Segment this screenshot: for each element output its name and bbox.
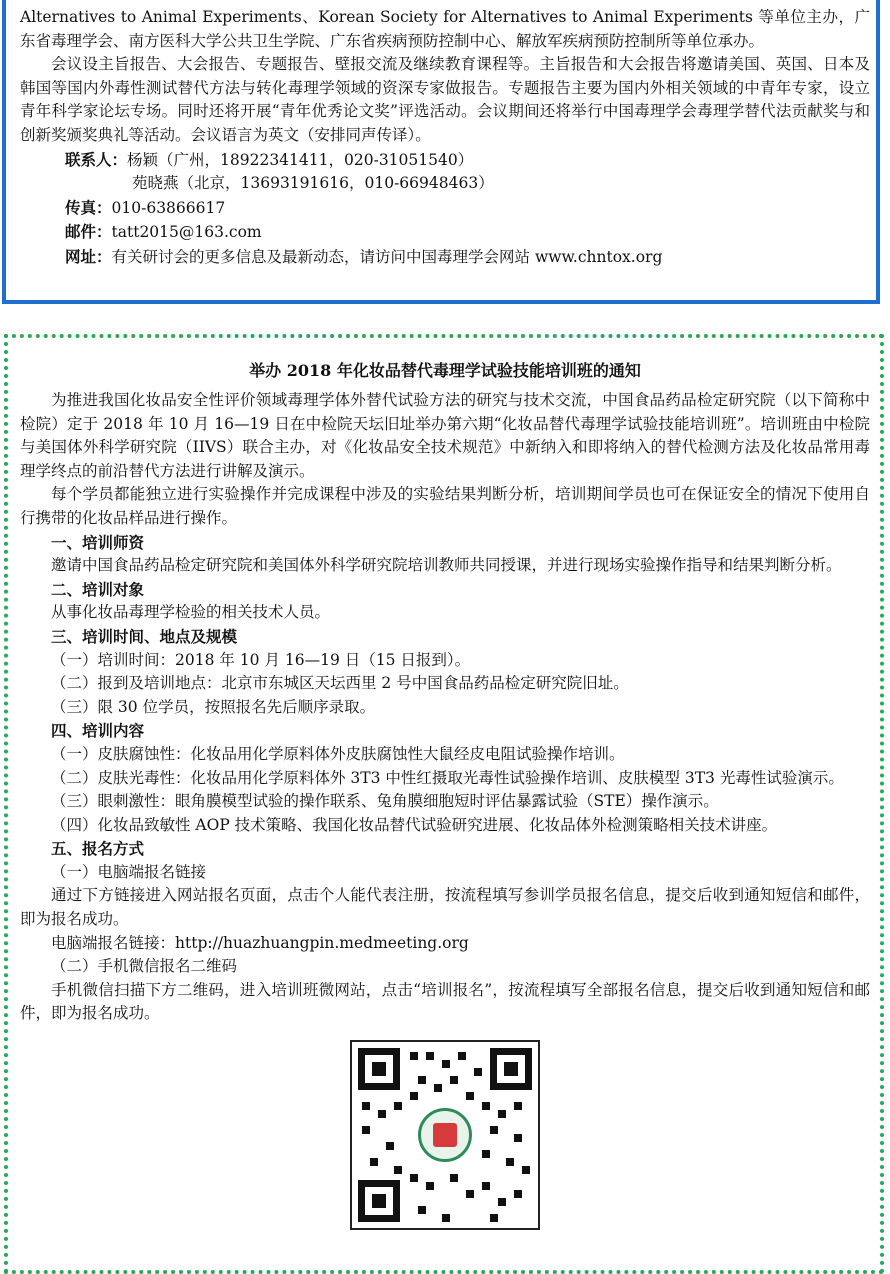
instructors-paragraph: 邀请中国食品药品检定研究院和美国体外科学研究院培训教师共同授课，并进行现场实验操作指导和结果判断分析。 (51, 556, 842, 575)
qr-module (458, 1052, 466, 1060)
qr-module (418, 1076, 426, 1084)
qr-module (394, 1166, 402, 1174)
content-item-1: （一）皮肤腐蚀性：化妆品用化学原料体外皮肤腐蚀性大鼠经皮电阻试验操作培训。 (51, 744, 625, 763)
heading-content: 四、培训内容 (51, 721, 145, 741)
quota-line: （三）限 30 位学员，按照报名先后顺序录取。 (51, 697, 376, 716)
agenda-paragraph: 会议设主旨报告、大会报告、专题报告、壁报交流及继续教育课程等。主旨报告和大会报告将邀请美国、英国、日本及韩国等国内外毒性测试替代方法与转化毒理学领域的资深专家做报告。专题报告主要为国内外相关领域的中青年专家，设立青年科学家论坛专场。同时还将开展“青年优秀论文奖”评选活动。会议期间还将举行中国毒理学会毒理学替代法贡献奖与和创新奖颁奖典礼等活动。会议语言为英文（安排同声传译）。 (20, 55, 870, 144)
qr-module (514, 1102, 522, 1110)
qr-module (370, 1158, 378, 1166)
intro-paragraph-1: 为推进我国化妆品安全性评价领域毒理学体外替代试验方法的研究与技术交流，中国食品药品检定研究院（以下简称中检院）定于 2018 年 10 月 16—19 日在中检院天坛旧址举办第六期“化妆品替代毒理学试验技能培训班”。培训班由中检院与美国体外科学研究院（IIVS）联合主办，对《化妆品安全技术规范》中新纳入和即将纳入的替代检测方法及化妆品常用毒理学终点的前沿替代方法进行讲解及演示。 (20, 391, 870, 480)
qr-module (514, 1134, 522, 1142)
qr-module (418, 1206, 426, 1214)
qr-center-logo (418, 1108, 472, 1162)
qr-module (362, 1102, 370, 1110)
content-item-4: （四）化妆品致敏性 AOP 技术策略、我国化妆品替代试验研究进展、化妆品体外检测策略相关技术讲座。 (51, 815, 778, 834)
qr-module (522, 1166, 530, 1174)
qr-module (474, 1068, 482, 1076)
conference-info-box (2, 0, 880, 304)
notice-title: 举办 2018 年化妆品替代毒理学试验技能培训班的通知 (249, 361, 641, 380)
training-notice-box (4, 334, 884, 1274)
qr-module (466, 1092, 474, 1100)
registration-mobile-heading: （二）手机微信报名二维码 (51, 957, 238, 976)
qr-module (426, 1052, 434, 1060)
email-label: 邮件： (65, 222, 112, 242)
website-text[interactable]: 有关研讨会的更多信息及最新动态，请访问中国毒理学会网站 www.chntox.org (111, 247, 663, 266)
qr-module (426, 1182, 434, 1190)
qr-module (434, 1084, 442, 1092)
website-line (20, 245, 870, 270)
registration-pc-heading: （一）电脑端报名链接 (51, 862, 207, 881)
time-line: （一）培训时间：2018 年 10 月 16—19 日（15 日报到）。 (51, 650, 471, 669)
qr-module (394, 1102, 402, 1110)
qr-finder-bottom-left (358, 1180, 400, 1222)
website-label: 网址： (65, 246, 112, 266)
conference-info-content (20, 6, 870, 270)
qr-module (482, 1150, 490, 1158)
heading-time-place: 三、培训时间、地点及规模 (51, 626, 238, 646)
qr-code-image[interactable] (350, 1040, 540, 1230)
qr-module (450, 1174, 458, 1182)
contact-line-1 (20, 148, 870, 173)
content-item-2: （二）皮肤光毒性：化妆品用化学原料体外 3T3 中性红摄取光毒性试验操作培训、皮肤模型 3T3 光毒性试验演示。 (51, 768, 844, 787)
qr-module (498, 1198, 506, 1206)
qr-module (410, 1052, 418, 1060)
email-line (20, 220, 870, 245)
qr-finder-top-left (358, 1048, 400, 1090)
fax-line (20, 196, 870, 221)
heading-registration: 五、报名方式 (51, 839, 145, 859)
qr-module (442, 1214, 450, 1222)
qr-module (442, 1060, 450, 1068)
registration-link-line[interactable]: 电脑端报名链接：http://huazhuangpin.medmeeting.org (51, 933, 469, 952)
qr-module (506, 1158, 514, 1166)
heading-instructors: 一、培训师资 (51, 532, 145, 552)
contact-2: 苑晓燕（北京，13693191616，010-66948463） (132, 174, 494, 193)
heading-audience: 二、培训对象 (51, 579, 145, 599)
qr-module (482, 1182, 490, 1190)
contact-line-2 (20, 172, 870, 196)
qr-module (378, 1110, 386, 1118)
intro-paragraph-2: 每个学员都能独立进行实验操作并完成课程中涉及的实验结果判断分析，培训期间学员也可在保证安全的情况下使用自行携带的化妆品样品进行操作。 (20, 485, 870, 527)
place-line: （二）报到及培训地点：北京市东城区天坛西里 2 号中国食品药品检定研究院旧址。 (51, 674, 629, 693)
qr-module (410, 1174, 418, 1182)
qr-module (362, 1126, 370, 1134)
training-notice-content (20, 358, 870, 1230)
qr-module (490, 1126, 498, 1134)
fax-label: 传真： (65, 197, 112, 217)
contact-1: 杨颖（广州，18922341411，020-31051540） (127, 150, 474, 169)
organizers-paragraph: Alternatives to Animal Experiments、Korean Society for Alternatives to Animal Experiments 等单位主办，广东省毒理学会、南方医科大学公共卫生学院、广东省疾病预防控制中心、解放军疾病预防控制所等单位承办。 (20, 8, 870, 50)
qr-module (386, 1142, 394, 1150)
qr-module (482, 1102, 490, 1110)
qr-module (410, 1092, 418, 1100)
audience-paragraph: 从事化妆品毒理学检验的相关技术人员。 (51, 603, 331, 622)
email-address[interactable]: tatt2015@163.com (111, 223, 262, 242)
content-item-3: （三）眼刺激性：眼角膜模型试验的操作联系、兔角膜细胞短时评估暴露试验（STE）操作演示。 (51, 792, 719, 811)
registration-mobile-paragraph: 手机微信扫描下方二维码，进入培训班微网站，点击“培训报名”，按流程填写全部报名信息，提交后收到通知短信和邮件，即为报名成功。 (20, 980, 870, 1023)
qr-module (450, 1076, 458, 1084)
qr-module (514, 1190, 522, 1198)
qr-module (490, 1214, 498, 1222)
fax-number: 010-63866617 (111, 198, 226, 217)
qr-module (498, 1110, 506, 1118)
qr-finder-top-right (490, 1048, 532, 1090)
qr-module (466, 1190, 474, 1198)
registration-pc-paragraph: 通过下方链接进入网站报名页面，点击个人能代表注册，按流程填写参训学员报名信息，提交后收到通知短信和邮件，即为报名成功。 (20, 886, 870, 929)
contact-label: 联系人： (65, 149, 128, 169)
